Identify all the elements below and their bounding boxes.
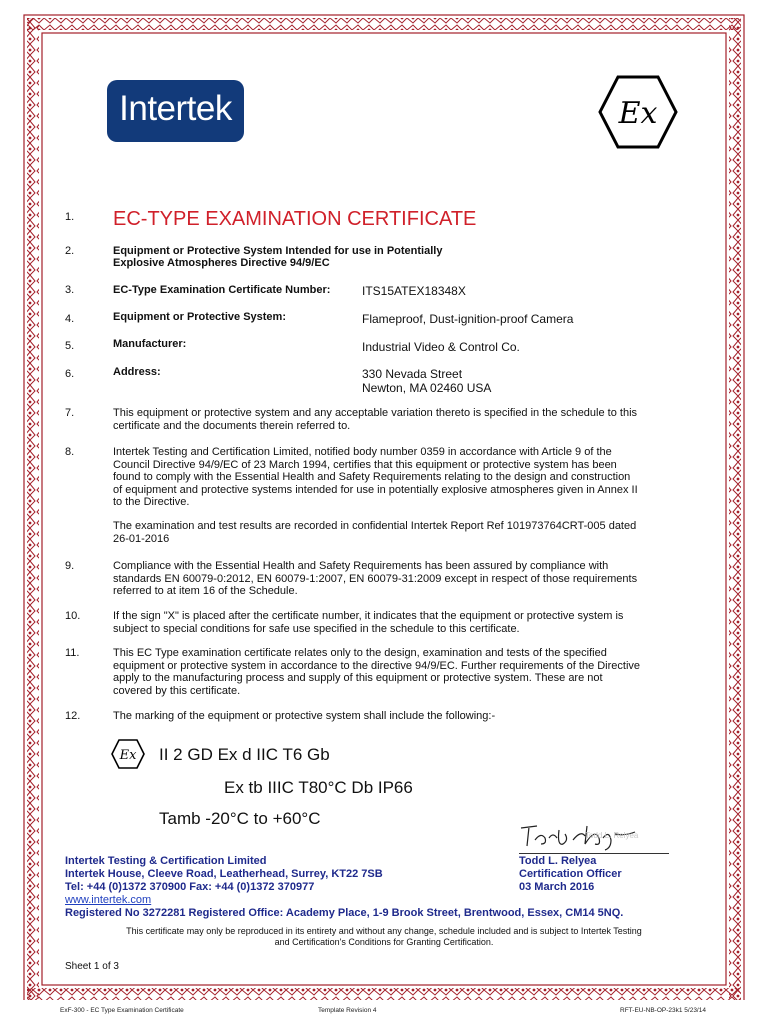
- clause-line: covered by this certificate.: [113, 684, 241, 697]
- marking-line-2: Ex tb IIIC T80°C Db IP66: [224, 778, 413, 797]
- signature-watermark-text: Todd L. Relyea: [585, 831, 639, 840]
- notice-line: and Certification's Conditions for Granting Certification.: [274, 937, 494, 947]
- certificate-number-label: EC-Type Examination Certificate Number:: [113, 284, 331, 296]
- ex-hexagon-icon: [598, 72, 678, 152]
- equipment-value: Flameproof, Dust-ignition-proof Camera: [362, 312, 574, 326]
- clause-line: Council Directive 94/9/EC of 23 March 1994, certifies that this equipment or protective system has been: [113, 458, 617, 471]
- clause-line: referred to at item 16 of the Schedule.: [113, 585, 298, 597]
- clause-line: certificate and the documents therein referred to.: [113, 419, 351, 432]
- reproduction-notice: [60, 926, 708, 948]
- footer-phone-fax: Tel: +44 (0)1372 370900 Fax: +44 (0)1372 370977: [65, 881, 315, 893]
- signature-image: [515, 816, 675, 852]
- form-code: ExF-300 - EC Type Examination Certificate: [60, 1007, 184, 1014]
- signer-date: 03 March 2016: [519, 881, 595, 893]
- sheet-number: Sheet 1 of 3: [65, 961, 119, 972]
- manufacturer-label: Manufacturer:: [113, 338, 187, 350]
- logo-text: Intertek: [119, 89, 232, 128]
- clause-line: Intertek Testing and Certification Limited, notified body number 0359 in accordance with Article 9 of the: [113, 446, 612, 458]
- signer-title: Certification Officer: [519, 868, 622, 880]
- clause-line: This EC Type examination certificate relates only to the design, examination and tests of the specified: [113, 647, 607, 659]
- item-number: 10.: [65, 610, 81, 622]
- clause-line: equipment or protective system in accordance to the directive 94/9/EC. Further requirements of the Directive: [113, 659, 641, 672]
- marking-line-1: II 2 GD Ex d IIC T6 Gb: [159, 745, 330, 764]
- item-number: 9.: [65, 560, 75, 572]
- ex-marking-hexagon-icon: [110, 738, 146, 770]
- clause-7: [113, 407, 673, 432]
- marking-line-3: Tamb -20°C to +60°C: [159, 809, 321, 828]
- clause-12: The marking of the equipment or protective system shall include the following:-: [113, 710, 496, 722]
- item-number: 11.: [65, 647, 80, 659]
- clause-line: Compliance with the Essential Health and Safety Requirements has been assured by compliance with: [113, 560, 609, 572]
- clause-line: This equipment or protective system and any acceptable variation thereto is specified in the schedule to this: [113, 407, 638, 419]
- item-number: 6.: [65, 368, 75, 380]
- item-number: 8.: [65, 446, 75, 458]
- clause-8-paragraph-2: [113, 520, 673, 545]
- clause-line: The examination and test results are recorded in confidential Intertek Report Ref 101973764CRT-005 dated: [113, 520, 637, 532]
- ex-marking-symbol-text: Ex: [119, 748, 137, 763]
- item-number: 12.: [65, 710, 81, 722]
- footer-company: Intertek Testing & Certification Limited: [65, 855, 267, 867]
- clause-line: of equipment and protective systems intended for use in potentially explosive atmospheres given in Annex II: [113, 483, 638, 496]
- reference-code: RFT-EU-NB-OP-23k1 5/23/14: [620, 1007, 706, 1014]
- address-label: Address:: [113, 366, 161, 378]
- address-line2: Newton, MA 02460 USA: [362, 381, 492, 395]
- clause-9: [113, 560, 673, 598]
- item-number: 4.: [65, 313, 75, 325]
- certificate-number-value: ITS15ATEX18348X: [362, 284, 466, 298]
- item-number: 2.: [65, 245, 75, 257]
- signer-name: Todd L. Relyea: [519, 855, 597, 867]
- clause-line: to the Directive.: [113, 496, 190, 508]
- address-line1: 330 Nevada Street: [362, 367, 463, 381]
- template-revision: Template Revision 4: [318, 1007, 377, 1014]
- intertek-logo: [107, 80, 244, 142]
- directive-heading-line2: Explosive Atmospheres Directive 94/9/EC: [113, 257, 330, 269]
- equipment-label: Equipment or Protective System:: [113, 311, 286, 323]
- item-number: 7.: [65, 407, 75, 419]
- clause-line: If the sign "X" is placed after the certificate number, it indicates that the equipment or protective system is: [113, 610, 624, 622]
- clause-10: [113, 610, 673, 635]
- footer-website-link[interactable]: www.intertek.com: [65, 894, 152, 906]
- item-number: 1.: [65, 211, 75, 223]
- notice-line: This certificate may only be reproduced in its entirety and without any change, schedule included and is subject to Intertek Testing: [126, 926, 642, 936]
- manufacturer-value: Industrial Video & Control Co.: [362, 340, 520, 354]
- clause-8-paragraph-1: [113, 446, 673, 509]
- clause-line: 26-01-2016: [113, 532, 170, 545]
- certificate-title: EC-TYPE EXAMINATION CERTIFICATE: [113, 208, 477, 230]
- signature-line: [519, 853, 669, 854]
- clause-line: standards EN 60079-0:2012, EN 60079-1:2007, EN 60079-31:2009 except in respect of those requirements: [113, 572, 638, 585]
- clause-line: apply to the manufacturing process and supply of this equipment or protective system. These are not: [113, 672, 603, 684]
- clause-11: [113, 647, 673, 697]
- ex-symbol-text: Ex: [618, 96, 658, 131]
- footer-registered-office: Registered No 3272281 Registered Office: Academy Place, 1-9 Brook Street, Brentwood, Essex, CM14 5NQ.: [65, 907, 624, 919]
- clause-line: subject to special conditions for safe use specified in the schedule to this certificate.: [113, 622, 520, 635]
- directive-heading-line1: Equipment or Protective System Intended for use in Potentially: [113, 245, 443, 257]
- clause-line: found to comply with the Essential Health and Safety Requirements relating to the design and construction: [113, 471, 631, 483]
- footer-address: Intertek House, Cleeve Road, Leatherhead, Surrey, KT22 7SB: [65, 868, 383, 880]
- item-number: 3.: [65, 284, 75, 296]
- item-number: 5.: [65, 340, 75, 352]
